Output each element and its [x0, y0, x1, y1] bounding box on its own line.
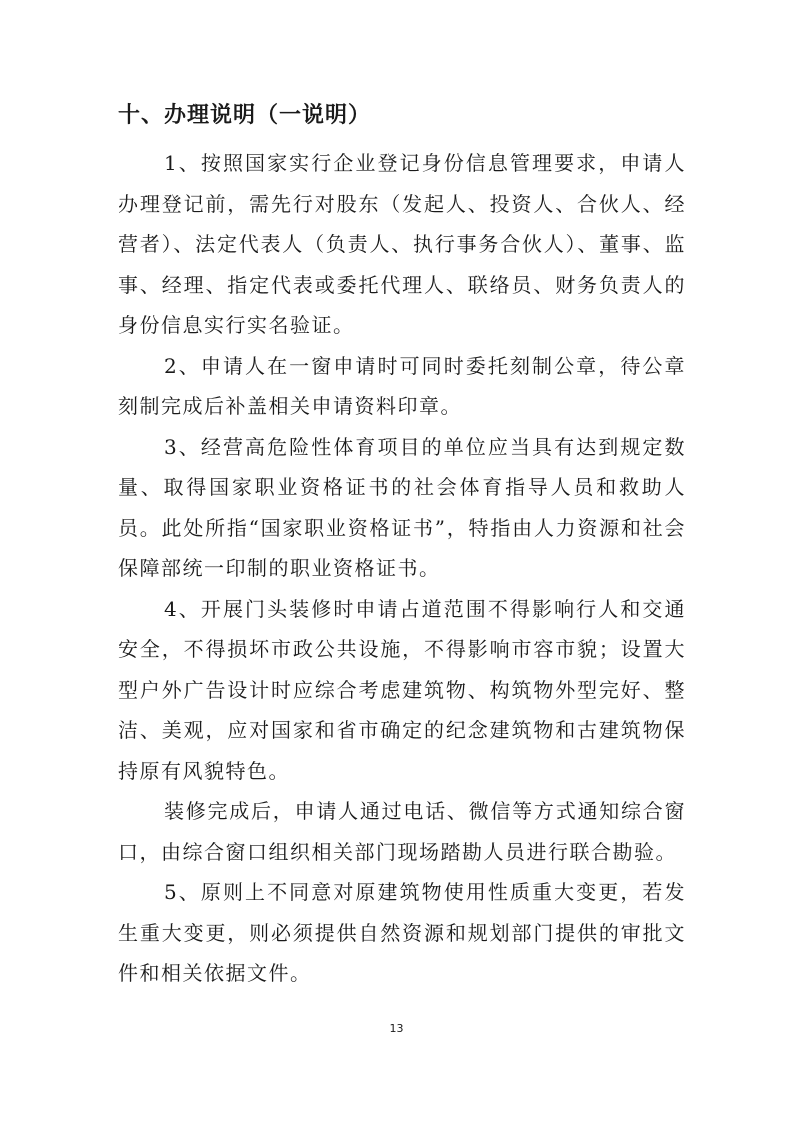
section-heading: 十、办理说明（一说明） — [118, 103, 372, 128]
paragraph-4: 4、开展门头装修时申请占道范围不得影响行人和交通安全，不得损坏市政公共设施，不得影响市容市貌；设置大型户外广告设计时应综合考虑建筑物、构筑物外型完好、整洁、美观，应对国家和省市确定的纪念建筑物和古建筑物保持原有风貌特色。 — [118, 596, 686, 783]
paragraph-2: 2、申请人在一窗申请时可同时委托刻制公章，待公章刻制完成后补盖相关申请资料印章。 — [118, 353, 686, 418]
paragraph-3: 3、经营高危险性体育项目的单位应当具有达到规定数量、取得国家职业资格证书的社会体育指导人员和救助人员。此处所指“国家职业资格证书”，特指由人力资源和社会保障部统一印制的职业资格证书。 — [118, 434, 686, 580]
paragraph-1: 1、按照国家实行企业登记身份信息管理要求，申请人办理登记前，需先行对股东（发起人、投资人、合伙人、经营者）、法定代表人（负责人、执行事务合伙人）、董事、监事、经理、指定代表或委托代理人、联络员、财务负责人的身份信息实行实名验证。 — [118, 151, 686, 337]
body-text — [118, 143, 686, 994]
page-number: 13 — [389, 1022, 404, 1035]
paragraph-5: 5、原则上不同意对原建筑物使用性质重大变更，若发生重大变更，则必须提供自然资源和规划部门提供的审批文件和相关依据文件。 — [118, 880, 686, 985]
paragraph-4-continued: 装修完成后，申请人通过电话、微信等方式通知综合窗口，由综合窗口组织相关部门现场踏勘人员进行联合勘验。 — [118, 799, 686, 864]
